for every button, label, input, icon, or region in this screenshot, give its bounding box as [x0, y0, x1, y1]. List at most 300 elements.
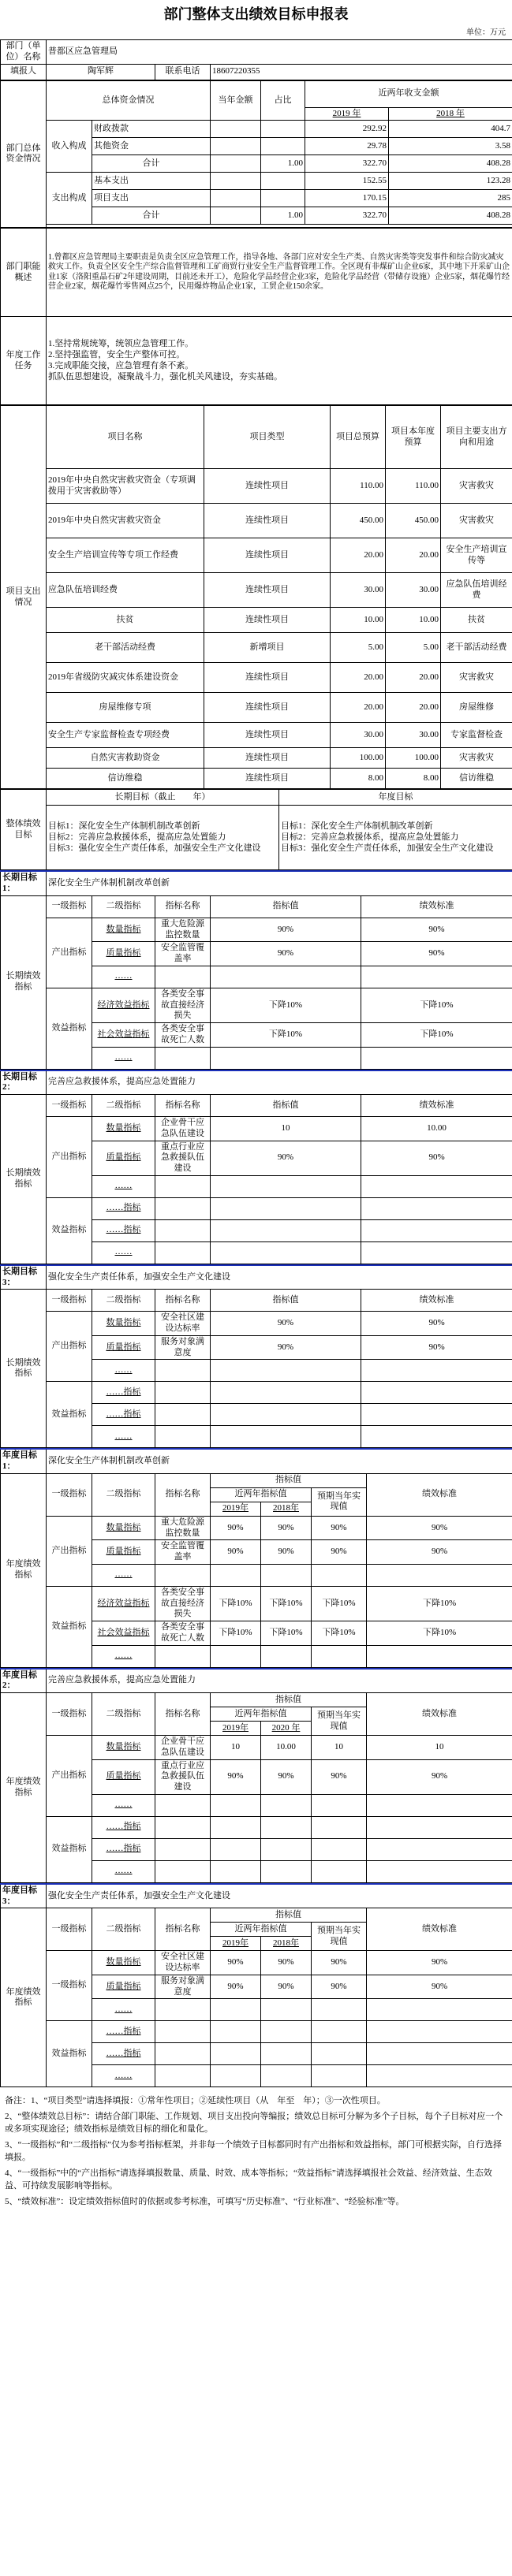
second-indicator: 数量指标 — [92, 1736, 155, 1760]
duty-label: 部门职能概述 — [1, 229, 47, 317]
fund-row-ratio — [261, 121, 305, 138]
second-indicator: 质量指标 — [92, 1335, 155, 1360]
fund-row-cur — [211, 138, 261, 155]
indicator-perf — [367, 2065, 512, 2087]
indicator-perf: 下降10% — [361, 1023, 512, 1048]
header-perf: 绩效标准 — [367, 1693, 512, 1736]
indicator-value-a: 下降10% — [211, 1586, 261, 1621]
indicator-name: 安全社区建设达标率 — [155, 1312, 211, 1336]
annual-task-item: 3.完成职能交接，应急管理有条不紊。 — [48, 360, 194, 370]
long-goal-label: 长期目标（截止 年） — [47, 790, 279, 806]
long-goal-table — [0, 1264, 512, 1449]
second-indicator: …… — [92, 966, 155, 988]
indicator-value-b: 下降10% — [261, 1621, 312, 1646]
header-value: 指标值 — [211, 1095, 361, 1117]
indicator-expected — [312, 1838, 367, 1860]
second-indicator: …… — [92, 1426, 155, 1448]
project-total: 110.00 — [331, 469, 386, 504]
annual-task-item: 抓队伍思想建设，凝聚战斗力，强化机关风建设，夯实基础。 — [48, 371, 282, 382]
annual-label: 年度工作任务 — [1, 317, 47, 405]
project-type: 新增项目 — [204, 633, 331, 663]
phone-label: 联系电话 — [155, 64, 211, 80]
project-year: 20.00 — [386, 538, 441, 573]
indicator-value-b: 90% — [261, 1759, 312, 1794]
project-year: 10.00 — [386, 608, 441, 633]
indicator-name — [155, 1794, 211, 1816]
fund-row-name: 其他资金 — [92, 138, 211, 155]
second-indicator: …… — [92, 1047, 155, 1069]
indicator-perf: 90% — [367, 1975, 512, 1999]
first-indicator: 产出指标 — [47, 1312, 92, 1382]
project-type: 连续性项目 — [204, 723, 331, 748]
project-type: 连续性项目 — [204, 663, 331, 693]
project-name: 老干部活动经费 — [47, 633, 204, 663]
project-use: 灾害救灾 — [441, 504, 512, 538]
second-indicator: 质量指标 — [92, 1540, 155, 1565]
expense-label: 支出构成 — [47, 173, 92, 225]
project-name: 2019年省级防灾减灾体系建设资金 — [47, 663, 204, 693]
page-title: 部门整体支出绩效目标申报表 — [163, 6, 349, 22]
fund-row-ratio — [261, 190, 305, 207]
indicator-expected — [312, 2043, 367, 2065]
header-second: 二级指标 — [92, 1473, 155, 1516]
goal-indicator-label: 长期绩效指标 — [1, 1095, 47, 1264]
second-indicator: 经济效益指标 — [92, 1586, 155, 1621]
indicator-expected: 10 — [312, 1736, 367, 1760]
goal-desc: 完善应急救援体系，提高应急处置能力 — [47, 1669, 512, 1693]
header-perf: 绩效标准 — [367, 1908, 512, 1951]
header-recent: 近两年指标值 — [211, 1707, 312, 1722]
second-indicator: …… — [92, 2065, 155, 2087]
second-indicator: 质量指标 — [92, 1975, 155, 1999]
indicator-value — [211, 1219, 361, 1241]
indicator-value — [211, 1047, 361, 1069]
proj-header-total: 项目总预算 — [331, 406, 386, 469]
note-item: 2、“整体绩效总目标”：请结合部门职能、工作规划、项目支出投向等编报；绩效总目标可分解为多个子目标，每个子目标对应一个或多项实现途径；绩效指标是绩效目标的细化和量化。 — [5, 2112, 503, 2135]
year-goal-text: 目标1：深化安全生产体制机制改革创新 目标2：完善应急救援体系，提高应急处置能力 目标3：强化安全生产责任体系，加强安全生产文化建设 — [279, 806, 512, 870]
header-value: 指标值 — [211, 1473, 367, 1487]
fund-row-2018: 3.58 — [389, 138, 512, 155]
indicator-name — [155, 1360, 211, 1382]
indicator-value-a: 90% — [211, 1951, 261, 1975]
fund-row-name: 项目支出 — [92, 190, 211, 207]
indicator-perf — [361, 1197, 512, 1219]
second-indicator: 社会效益指标 — [92, 1023, 155, 1048]
second-indicator: …… — [92, 1564, 155, 1586]
second-indicator: …… — [92, 1241, 155, 1264]
goal-desc: 完善应急救援体系，提高应急处置能力 — [47, 1070, 512, 1095]
first-indicator: 产出指标 — [47, 918, 92, 988]
indicator-perf — [367, 1645, 512, 1667]
indicator-value-a: 90% — [211, 1516, 261, 1540]
fund-row-2018: 408.28 — [389, 207, 512, 225]
indicator-value-a — [211, 2065, 261, 2087]
project-total: 5.00 — [331, 633, 386, 663]
ratio-label: 占比 — [261, 80, 305, 121]
indicator-value-b — [261, 1999, 312, 2021]
goal-indicator-label: 年度绩效指标 — [1, 1908, 47, 2087]
indicator-value: 90% — [211, 918, 361, 942]
indicator-name: 各类安全事故死亡人数 — [155, 1023, 211, 1048]
long-goal-table — [0, 1070, 512, 1264]
project-year: 20.00 — [386, 663, 441, 693]
indicator-value-b — [261, 1816, 312, 1838]
second-indicator: 质量指标 — [92, 942, 155, 966]
project-type: 连续性项目 — [204, 504, 331, 538]
indicator-value-b — [261, 1860, 312, 1882]
annual-tasks — [47, 317, 512, 405]
project-use: 应急队伍培训经费 — [441, 573, 512, 608]
current-label: 当年金额 — [211, 80, 261, 121]
indicator-perf — [367, 1999, 512, 2021]
second-indicator: 数量指标 — [92, 918, 155, 942]
indicator-value-b: 90% — [261, 1540, 312, 1565]
second-indicator: 数量指标 — [92, 1117, 155, 1141]
goal-indicator-label: 长期绩效指标 — [1, 1290, 47, 1448]
second-indicator: 数量指标 — [92, 1516, 155, 1540]
indicator-value-a: 90% — [211, 1975, 261, 1999]
indicator-name — [155, 1860, 211, 1882]
indicator-name — [155, 1197, 211, 1219]
project-name: 自然灾害救助资金 — [47, 748, 204, 769]
recent-label: 近两年收支金额 — [305, 80, 512, 107]
header-second: 二级指标 — [92, 1290, 155, 1312]
goal-head: 年度目标1： — [1, 1449, 47, 1473]
indicator-name: 服务对象满意度 — [155, 1975, 211, 1999]
notes — [0, 2095, 512, 2209]
header-second: 二级指标 — [92, 895, 155, 918]
fund-row-2018: 123.28 — [389, 173, 512, 190]
year-goal-label: 年度目标 — [279, 790, 512, 806]
year-2019: 2019 年 — [305, 107, 389, 121]
fund-row-2019: 170.15 — [305, 190, 389, 207]
first-indicator: 产出指标 — [47, 1516, 92, 1586]
project-type: 连续性项目 — [204, 693, 331, 723]
indicator-value-b — [261, 1564, 312, 1586]
indicator-value — [211, 1175, 361, 1197]
overall-label: 总体资金情况 — [47, 80, 211, 121]
indicator-perf — [367, 2043, 512, 2065]
indicator-value-a: 90% — [211, 1759, 261, 1794]
fund-row-name: 合计 — [92, 207, 211, 225]
project-name: 应急队伍培训经费 — [47, 573, 204, 608]
indicator-value — [211, 1197, 361, 1219]
indicator-perf: 90% — [367, 1516, 512, 1540]
first-indicator: 效益指标 — [47, 1382, 92, 1448]
proj-header-type: 项目类型 — [204, 406, 331, 469]
header-value: 指标值 — [211, 895, 361, 918]
header-value: 指标值 — [211, 1908, 367, 1923]
note-item: 5、“绩效标准”：设定绩效指标值时的依据或参考标准，可填写“历史标准”、“行业标准”、“经验标准”等。 — [5, 2196, 405, 2206]
indicator-name: 重大危险源监控数量 — [155, 918, 211, 942]
goal-desc: 强化安全生产责任体系，加强安全生产文化建设 — [47, 1884, 512, 1908]
indicator-perf — [361, 1382, 512, 1404]
project-total: 8.00 — [331, 769, 386, 789]
project-total: 20.00 — [331, 693, 386, 723]
indicator-perf — [361, 1404, 512, 1426]
indicator-value-b — [261, 2021, 312, 2043]
long-goal-table — [0, 870, 512, 1069]
project-total: 100.00 — [331, 748, 386, 769]
project-name: 安全生产培训宣传等专项工作经费 — [47, 538, 204, 573]
indicator-name — [155, 1241, 211, 1264]
indicator-value: 90% — [211, 1141, 361, 1175]
indicator-expected: 下降10% — [312, 1586, 367, 1621]
indicator-expected — [312, 1860, 367, 1882]
project-total: 30.00 — [331, 573, 386, 608]
indicator-value: 10 — [211, 1117, 361, 1141]
first-indicator: 一级指标 — [47, 1951, 92, 2021]
fund-row-2019: 292.92 — [305, 121, 389, 138]
indicator-value: 90% — [211, 1335, 361, 1360]
project-name: 信访维稳 — [47, 769, 204, 789]
indicator-perf: 90% — [367, 1951, 512, 1975]
indicator-perf: 10 — [367, 1736, 512, 1760]
unit-label: 单位：万元 — [466, 28, 506, 37]
indicator-value-b: 10.00 — [261, 1736, 312, 1760]
fund-row-cur — [211, 207, 261, 225]
proj-header-use: 项目主要支出方向和用途 — [441, 406, 512, 469]
project-name: 安全生产专家监督检查专项经费 — [47, 723, 204, 748]
main-table — [0, 39, 512, 80]
project-use: 灾害救灾 — [441, 469, 512, 504]
header-perf: 绩效标准 — [367, 1473, 512, 1516]
goal-desc: 深化安全生产体制机制改革创新 — [47, 1449, 512, 1473]
fund-row-name: 基本支出 — [92, 173, 211, 190]
project-total: 20.00 — [331, 663, 386, 693]
indicator-name: 服务对象满意度 — [155, 1335, 211, 1360]
indicator-value-a: 10 — [211, 1736, 261, 1760]
indicator-value-a — [211, 1838, 261, 1860]
funds-row-label: 部门总体资金情况 — [1, 80, 47, 228]
indicator-name — [155, 2021, 211, 2043]
project-use: 灾害救灾 — [441, 663, 512, 693]
second-indicator: ……指标 — [92, 1816, 155, 1838]
proj-header-name: 项目名称 — [47, 406, 204, 469]
project-use: 扶贫 — [441, 608, 512, 633]
indicator-perf: 下降10% — [367, 1586, 512, 1621]
indicator-expected: 下降10% — [312, 1621, 367, 1646]
projects-table — [0, 405, 512, 789]
first-indicator: 效益指标 — [47, 2021, 92, 2087]
projects-label: 项目支出情况 — [1, 406, 47, 789]
indicator-expected — [312, 2065, 367, 2087]
indicator-value-b: 90% — [261, 1516, 312, 1540]
header-recent: 近两年指标值 — [211, 1923, 312, 1937]
header-first: 一级指标 — [47, 1473, 92, 1516]
goal-desc: 强化安全生产责任体系，加强安全生产文化建设 — [47, 1265, 512, 1290]
header-name: 指标名称 — [155, 1473, 211, 1516]
indicator-value-a — [211, 1794, 261, 1816]
project-total: 10.00 — [331, 608, 386, 633]
project-use: 专家监督检查 — [441, 723, 512, 748]
indicator-perf — [367, 1838, 512, 1860]
fund-row-2018: 285 — [389, 190, 512, 207]
fund-row-cur — [211, 173, 261, 190]
project-use: 老干部活动经费 — [441, 633, 512, 663]
header-name: 指标名称 — [155, 1290, 211, 1312]
indicator-expected: 90% — [312, 1516, 367, 1540]
year-2018: 2018 年 — [389, 107, 512, 121]
indicator-value — [211, 1382, 361, 1404]
indicator-name — [155, 1219, 211, 1241]
second-indicator: ……指标 — [92, 2043, 155, 2065]
indicator-name: 各类安全事故直接经济损失 — [155, 988, 211, 1022]
second-indicator: ……指标 — [92, 2021, 155, 2043]
header-first: 一级指标 — [47, 895, 92, 918]
indicator-perf — [361, 1219, 512, 1241]
project-year: 110.00 — [386, 469, 441, 504]
goals-label: 整体绩效目标 — [1, 790, 47, 870]
first-indicator: 效益指标 — [47, 1816, 92, 1882]
goal-desc: 深化安全生产体制机制改革创新 — [47, 871, 512, 895]
indicator-value-b — [261, 2043, 312, 2065]
proj-header-year: 项目本年度预算 — [386, 406, 441, 469]
header-first: 一级指标 — [47, 1693, 92, 1736]
second-indicator: …… — [92, 1794, 155, 1816]
second-indicator: 数量指标 — [92, 1951, 155, 1975]
project-type: 连续性项目 — [204, 538, 331, 573]
indicator-value — [211, 966, 361, 988]
first-indicator: 效益指标 — [47, 1197, 92, 1264]
project-name: 2019年中央自然灾害救灾资金 — [47, 504, 204, 538]
fund-row-cur — [211, 190, 261, 207]
filler-label: 填报人 — [1, 64, 47, 80]
header-expected: 预期当年实现值 — [312, 1487, 367, 1516]
project-type: 连续性项目 — [204, 608, 331, 633]
fund-row-cur — [211, 155, 261, 173]
indicator-expected — [312, 1816, 367, 1838]
goal-indicator-label: 长期绩效指标 — [1, 895, 47, 1069]
indicator-value-a — [211, 1816, 261, 1838]
header-perf: 绩效标准 — [361, 895, 512, 918]
first-indicator: 效益指标 — [47, 1586, 92, 1667]
indicator-value — [211, 1360, 361, 1382]
project-name: 扶贫 — [47, 608, 204, 633]
duty-text: 1.曾都区应急管理局主要职责是负责全区应急管理工作，指导各地、各部门应对安全生产类、自然灾害类等突发事件和综合防灾减灾救灾工作。负责全区安全生产综合监督管理和工矿商贸行业安全生产监督管理工作。全区现有非煤矿山企业6家，其中地下开采矿山企业1家（洛阳重晶石矿2年建设周期，目前还未开工），危险化学品经营企业3家，危险化学品经营（带储存设施）企业5家，烟花爆竹经营企业2家，烟花爆竹零售网点25个，民用爆炸物品企业1家，工贸企业150余家。 — [47, 229, 512, 317]
indicator-value-a — [211, 2043, 261, 2065]
second-indicator: …… — [92, 1999, 155, 2021]
annual-task-item: 1.坚持常规统筹，统领应急管理工作。 — [48, 339, 194, 349]
header-name: 指标名称 — [155, 1693, 211, 1736]
indicator-name — [155, 1382, 211, 1404]
indicator-name — [155, 1816, 211, 1838]
indicator-value: 90% — [211, 1312, 361, 1336]
project-total: 450.00 — [331, 504, 386, 538]
goals-table — [0, 789, 512, 870]
indicator-perf — [361, 1175, 512, 1197]
second-indicator: ……指标 — [92, 1382, 155, 1404]
indicator-perf — [367, 1816, 512, 1838]
indicator-value-b — [261, 2065, 312, 2087]
indicator-value — [211, 1404, 361, 1426]
indicator-value-a: 下降10% — [211, 1621, 261, 1646]
indicator-name — [155, 1426, 211, 1448]
indicator-value-b — [261, 1645, 312, 1667]
year-goal-table — [0, 1448, 512, 1667]
fund-row-ratio — [261, 138, 305, 155]
goal-head: 长期目标3： — [1, 1265, 47, 1290]
header-year-b: 2020 年 — [261, 1722, 312, 1736]
project-name: 房屋维修专项 — [47, 693, 204, 723]
header-recent: 近两年指标值 — [211, 1487, 312, 1502]
indicator-name: 重大危险源监控数量 — [155, 1516, 211, 1540]
second-indicator: …… — [92, 1645, 155, 1667]
header-name: 指标名称 — [155, 1095, 211, 1117]
header-year-a: 2019年 — [211, 1937, 261, 1951]
second-indicator: …… — [92, 1860, 155, 1882]
project-total: 20.00 — [331, 538, 386, 573]
indicator-name — [155, 966, 211, 988]
funds-table — [0, 80, 512, 229]
header-second: 二级指标 — [92, 1908, 155, 1951]
project-type: 连续性项目 — [204, 573, 331, 608]
fund-row-ratio: 1.00 — [261, 155, 305, 173]
note-item: 备注：1、“项目类型”请选择填报：①常年性项目；②延续性项目（从 年至 年）；③一次性项目。 — [5, 2096, 386, 2106]
project-type: 连续性项目 — [204, 748, 331, 769]
project-year: 100.00 — [386, 748, 441, 769]
goal-indicator-label: 年度绩效指标 — [1, 1693, 47, 1883]
indicator-value-b — [261, 1794, 312, 1816]
goal-indicator-label: 年度绩效指标 — [1, 1473, 47, 1667]
indicator-value — [211, 1426, 361, 1448]
indicator-value-b: 90% — [261, 1951, 312, 1975]
indicator-perf — [361, 966, 512, 988]
second-indicator: 数量指标 — [92, 1312, 155, 1336]
project-name: 2019年中央自然灾害救灾资金（专项调拨用于灾害救助等） — [47, 469, 204, 504]
indicator-perf: 90% — [361, 1335, 512, 1360]
header-year-a: 2019年 — [211, 1502, 261, 1516]
fund-row-2019: 322.70 — [305, 207, 389, 225]
indicator-perf — [367, 1564, 512, 1586]
indicator-perf: 90% — [361, 1312, 512, 1336]
indicator-value-a — [211, 1645, 261, 1667]
indicator-value-b: 下降10% — [261, 1586, 312, 1621]
header-name: 指标名称 — [155, 895, 211, 918]
indicator-name: 重点行业应急救援队伍建设 — [155, 1141, 211, 1175]
fund-row-2018: 408.28 — [389, 155, 512, 173]
indicator-value-a — [211, 1564, 261, 1586]
note-item: 3、“一级指标”和“二级指标”仅为参考指标框架，并非每一个绩效子目标都同时有产出指标和效益指标，部门可根据实际，自行选择填报。 — [5, 2140, 503, 2162]
header-first: 一级指标 — [47, 1095, 92, 1117]
project-use: 信访维稳 — [441, 769, 512, 789]
indicator-name — [155, 2043, 211, 2065]
header-value: 指标值 — [211, 1693, 367, 1707]
indicator-expected — [312, 2021, 367, 2043]
fund-row-name: 财政拨款 — [92, 121, 211, 138]
indicator-value-a — [211, 1860, 261, 1882]
indicator-perf: 90% — [361, 942, 512, 966]
indicator-expected — [312, 1564, 367, 1586]
second-indicator: 质量指标 — [92, 1759, 155, 1794]
fund-row-name: 合计 — [92, 155, 211, 173]
phone-value: 18607220355 — [211, 64, 512, 80]
second-indicator: …… — [92, 1360, 155, 1382]
long-goal-text: 目标1：深化安全生产体制机制改革创新 目标2：完善应急救援体系，提高应急处置能力 目标3：强化安全生产责任体系，加强安全生产文化建设 — [47, 806, 279, 870]
indicator-perf: 90% — [367, 1540, 512, 1565]
project-use: 安全生产培训宣传等 — [441, 538, 512, 573]
indicator-value-b: 90% — [261, 1975, 312, 1999]
fund-row-ratio: 1.00 — [261, 207, 305, 225]
indicator-perf: 90% — [361, 1141, 512, 1175]
header-second: 二级指标 — [92, 1095, 155, 1117]
indicator-expected — [312, 1794, 367, 1816]
second-indicator: ……指标 — [92, 1197, 155, 1219]
indicator-perf — [361, 1426, 512, 1448]
indicator-perf: 90% — [367, 1759, 512, 1794]
first-indicator: 产出指标 — [47, 1736, 92, 1817]
indicator-expected: 90% — [312, 1951, 367, 1975]
